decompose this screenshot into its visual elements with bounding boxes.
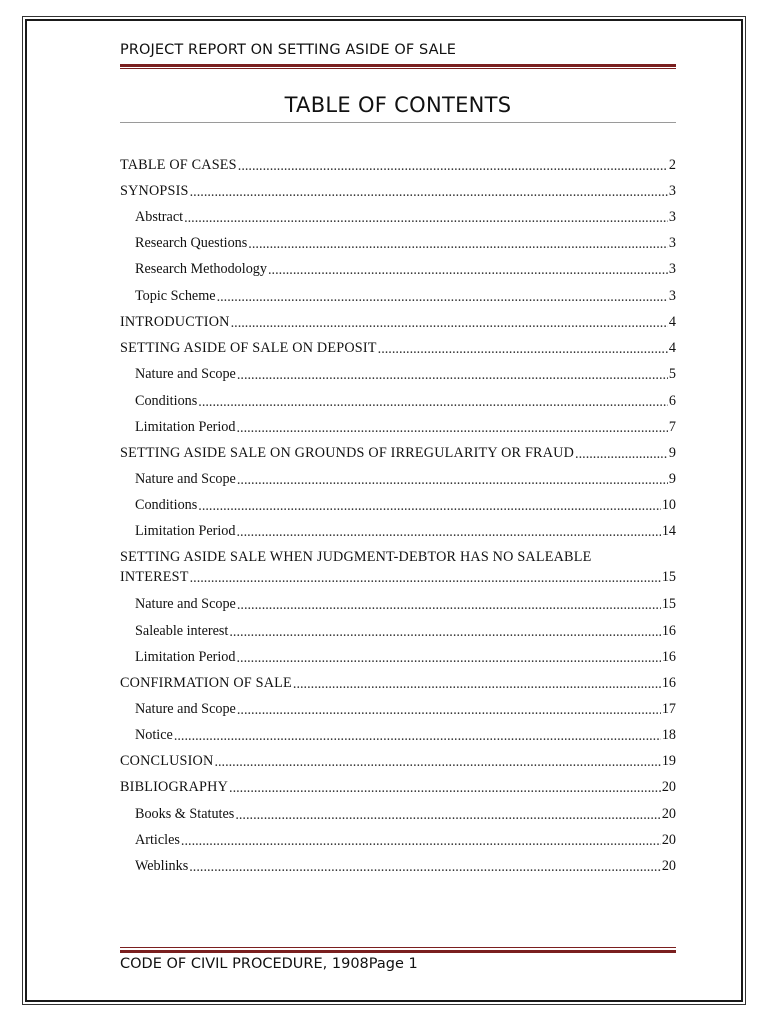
toc-entry-page: 3 xyxy=(668,261,676,277)
toc-entry-page: 4 xyxy=(668,314,676,330)
dot-leader xyxy=(378,339,668,353)
dot-leader xyxy=(184,208,668,222)
toc-entry-nature-and-scope[interactable] xyxy=(135,364,676,384)
toc-entry-saleable-interest[interactable] xyxy=(135,621,676,641)
toc-entry-articles[interactable] xyxy=(135,830,676,850)
dot-leader xyxy=(217,287,668,301)
toc-entry-nature-and-scope[interactable] xyxy=(135,594,676,614)
toc-entry-topic-scheme[interactable] xyxy=(135,286,676,306)
toc-entry-label: Conditions xyxy=(135,393,198,409)
toc-entry-weblinks[interactable] xyxy=(135,856,676,876)
toc-entry-label: Saleable interest xyxy=(135,623,229,639)
dot-leader xyxy=(214,752,660,766)
toc-entry-label: Notice xyxy=(135,727,173,743)
toc-entry-limitation-period[interactable] xyxy=(135,647,676,667)
toc-entry-page: 10 xyxy=(661,497,676,513)
dot-leader xyxy=(248,234,668,248)
dot-leader xyxy=(268,260,668,274)
toc-entry-page: 3 xyxy=(668,235,676,251)
toc-entry-page: 3 xyxy=(668,209,676,225)
toc-entry-page: 20 xyxy=(661,806,676,822)
dot-leader xyxy=(198,496,661,510)
dot-leader xyxy=(293,674,661,688)
dot-leader xyxy=(189,857,661,871)
dot-leader xyxy=(236,522,660,536)
toc-entry-limitation-period[interactable] xyxy=(135,417,676,437)
dot-leader xyxy=(237,595,661,609)
toc-entry-label: Limitation Period xyxy=(135,649,236,665)
toc-entry-page: 20 xyxy=(661,832,676,848)
toc-entry-page: 9 xyxy=(668,445,676,461)
toc-entry-books-and-statutes[interactable] xyxy=(135,804,676,824)
footer-rule xyxy=(120,947,676,953)
toc-title-rule xyxy=(120,122,676,123)
toc-entry-label: TABLE OF CASES xyxy=(120,157,237,173)
toc-entry-page: 3 xyxy=(668,288,676,304)
toc-entry-conditions[interactable] xyxy=(135,495,676,515)
toc-entry-label: Limitation Period xyxy=(135,523,236,539)
toc-entry-page: 15 xyxy=(661,569,676,585)
toc-entry-label: Research Questions xyxy=(135,235,248,251)
toc-entry-page: 9 xyxy=(668,471,676,487)
dot-leader xyxy=(235,805,660,819)
toc-entry-limitation-period[interactable] xyxy=(135,521,676,541)
toc-entry-notice[interactable] xyxy=(135,725,676,745)
toc-entry-abstract[interactable] xyxy=(135,207,676,227)
toc-entry-bibliography[interactable] xyxy=(120,777,676,797)
dot-leader xyxy=(229,622,660,636)
toc-entry-label: Research Methodology xyxy=(135,261,267,277)
toc-title: TABLE OF CONTENTS xyxy=(284,93,512,117)
toc-entry-label: BIBLIOGRAPHY xyxy=(120,779,229,795)
toc-entry-page: 15 xyxy=(661,596,676,612)
toc-entry-page: 4 xyxy=(668,340,676,356)
toc-entry-page: 20 xyxy=(661,858,676,874)
toc-entry-page: 7 xyxy=(668,419,676,435)
toc-entry-page: 3 xyxy=(668,183,676,199)
toc-entry-introduction[interactable] xyxy=(120,312,676,332)
dot-leader xyxy=(229,778,661,792)
toc-entry-label: Books & Statutes xyxy=(135,806,235,822)
toc-entry-page: 16 xyxy=(661,623,676,639)
toc-entry-label: SETTING ASIDE OF SALE ON DEPOSIT xyxy=(120,340,377,356)
dot-leader xyxy=(237,365,668,379)
toc-entry-label: CONCLUSION xyxy=(120,753,214,769)
toc-entry-label: Nature and Scope xyxy=(135,596,236,612)
toc-entry-page: 17 xyxy=(661,701,676,717)
dot-leader xyxy=(236,648,660,662)
dot-leader xyxy=(237,700,661,714)
toc-entry-label: Nature and Scope xyxy=(135,366,236,382)
toc-entry-page: 5 xyxy=(668,366,676,382)
dot-leader xyxy=(236,418,667,432)
toc-entry-label-line1: SETTING ASIDE SALE WHEN JUDGMENT-DEBTOR HAS NO SALEABLE xyxy=(120,549,592,565)
toc-entry-setting-aside-on-deposit[interactable] xyxy=(120,338,676,358)
toc-entry-page: 19 xyxy=(661,753,676,769)
dot-leader xyxy=(238,156,668,170)
toc-entry-page: 16 xyxy=(661,649,676,665)
dot-leader xyxy=(174,726,661,740)
dot-leader xyxy=(231,313,668,327)
dot-leader xyxy=(575,444,668,458)
toc-entry-page: 6 xyxy=(668,393,676,409)
toc-entry-table-of-cases[interactable] xyxy=(120,155,676,175)
dot-leader xyxy=(181,831,661,845)
toc-entry-label: SYNOPSIS xyxy=(120,183,189,199)
toc-entry-label: CONFIRMATION OF SALE xyxy=(120,675,292,691)
toc-entry-synopsis[interactable] xyxy=(120,181,676,201)
toc-entry-confirmation-of-sale[interactable] xyxy=(120,673,676,693)
toc-entry-page: 14 xyxy=(661,523,676,539)
running-footer: CODE OF CIVIL PROCEDURE, 1908Page 1 xyxy=(120,956,418,972)
dot-leader xyxy=(237,470,668,484)
toc-entry-label: Articles xyxy=(135,832,180,848)
dot-leader xyxy=(190,182,668,196)
dot-leader xyxy=(198,392,668,406)
toc-entry-conclusion[interactable] xyxy=(120,751,676,771)
toc-entry-label: Abstract xyxy=(135,209,184,225)
toc-entry-label: Weblinks xyxy=(135,858,189,874)
toc-entry-label: Limitation Period xyxy=(135,419,236,435)
toc-entry-label: SETTING ASIDE SALE ON GROUNDS OF IRREGULARITY OR FRAUD xyxy=(120,445,575,461)
toc-entry-label: INTRODUCTION xyxy=(120,314,230,330)
dot-leader xyxy=(190,568,661,582)
toc-entry-nature-and-scope[interactable] xyxy=(135,699,676,719)
toc-entry-page: 18 xyxy=(661,727,676,743)
toc-entry-research-questions[interactable] xyxy=(135,233,676,253)
toc-entry-label: INTEREST xyxy=(120,569,189,585)
toc-entry-setting-aside-no-saleable-interest[interactable] xyxy=(120,547,676,587)
toc-entry-label: Nature and Scope xyxy=(135,701,236,717)
toc-entry-page: 20 xyxy=(661,779,676,795)
toc-entry-setting-aside-irregularity-fraud[interactable] xyxy=(120,443,676,463)
running-header: PROJECT REPORT ON SETTING ASIDE OF SALE xyxy=(120,42,457,58)
toc-entry-conditions[interactable] xyxy=(135,391,676,411)
toc-entry-label: Nature and Scope xyxy=(135,471,236,487)
toc-entry-label: Topic Scheme xyxy=(135,288,216,304)
header-rule xyxy=(120,64,676,70)
toc-entry-nature-and-scope[interactable] xyxy=(135,469,676,489)
toc-entry-page: 16 xyxy=(661,675,676,691)
toc-entry-label: Conditions xyxy=(135,497,198,513)
toc-entry-page: 2 xyxy=(668,157,676,173)
toc-entry-research-methodology[interactable] xyxy=(135,259,676,279)
